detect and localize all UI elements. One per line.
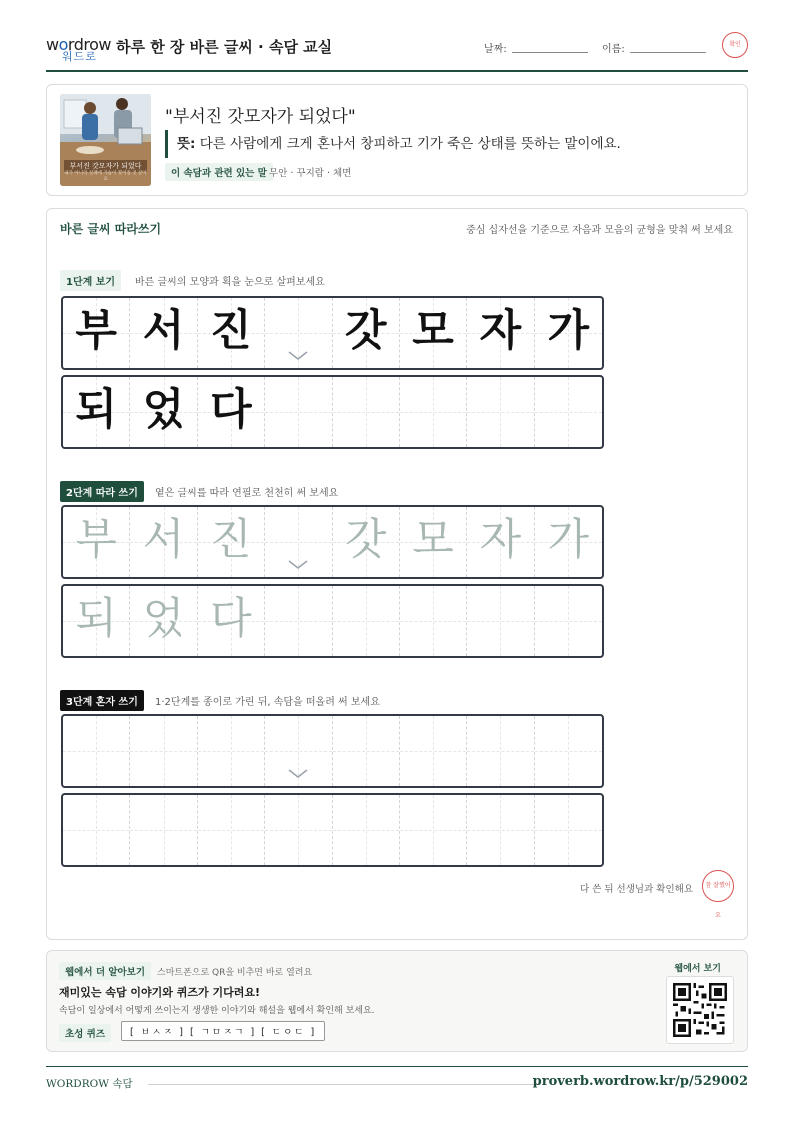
- writing-cell: [130, 377, 197, 447]
- writing-cell: [265, 298, 332, 368]
- confirm-stamp-icon: 확인: [722, 32, 748, 58]
- writing-cell[interactable]: [130, 795, 197, 865]
- writing-cell: [535, 377, 602, 447]
- wordrow-logo: wordrow: [46, 35, 111, 54]
- qr-label: 웹에서 보기: [674, 964, 721, 974]
- writing-cell: [400, 298, 467, 368]
- writing-glyph: 었: [142, 385, 185, 435]
- writing-cell[interactable]: [333, 507, 400, 577]
- writing-cell[interactable]: [265, 716, 332, 786]
- writing-cell: [63, 298, 130, 368]
- writing-glyph: 다: [210, 594, 252, 644]
- web-more-box: [46, 950, 748, 1052]
- writing-cell[interactable]: [467, 795, 534, 865]
- writing-cell: [265, 377, 332, 447]
- writing-cell[interactable]: [535, 586, 602, 656]
- step1-badge: 1단계 보기: [60, 270, 121, 291]
- writing-glyph: 가: [547, 515, 590, 565]
- writing-glyph: 갓: [344, 515, 387, 565]
- writing-cell[interactable]: [400, 507, 467, 577]
- writing-cell: [130, 298, 197, 368]
- well-done-stamp-icon: 참 잘했어요: [702, 870, 734, 902]
- writing-cell[interactable]: [198, 716, 265, 786]
- writing-cell[interactable]: [333, 586, 400, 656]
- meaning-text: 다른 사람에게 크게 혼나서 창피하고 기가 죽은 상태를 뜻하는 말이에요.: [199, 136, 621, 152]
- writing-glyph: 자: [479, 306, 522, 356]
- writing-cell[interactable]: [130, 586, 197, 656]
- writing-cell[interactable]: [467, 716, 534, 786]
- writing-cell[interactable]: [400, 795, 467, 865]
- teacher-check-text: 다 쓴 뒤 선생님과 확인해요: [579, 884, 693, 895]
- footer-rule: [148, 1084, 538, 1085]
- writing-cell[interactable]: [333, 795, 400, 865]
- writing-cell[interactable]: [63, 795, 130, 865]
- writing-cell: [63, 377, 130, 447]
- step2-badge: 2단계 따라 쓰기: [60, 481, 144, 502]
- writing-cell[interactable]: [535, 795, 602, 865]
- proverb-illustration: [60, 94, 151, 186]
- writing-cell[interactable]: [63, 507, 130, 577]
- writing-cell: [467, 377, 534, 447]
- writing-cell[interactable]: [130, 716, 197, 786]
- writing-cell: [198, 298, 265, 368]
- writing-glyph: 진: [210, 306, 252, 356]
- page-title: 하루 한 장 바른 글씨 · 속담 교실: [116, 38, 333, 56]
- writing-cell[interactable]: [63, 716, 130, 786]
- illustration-caption: 부서진 갓모자가 되었다: [64, 160, 147, 172]
- practice-title: 바른 글씨 따라쓰기: [60, 222, 162, 236]
- step2-row-2[interactable]: [61, 584, 604, 658]
- step3-row-1[interactable]: [61, 714, 604, 788]
- name-label: 이름:: [602, 44, 625, 55]
- writing-cell[interactable]: [467, 586, 534, 656]
- writing-cell[interactable]: [130, 507, 197, 577]
- writing-cell[interactable]: [198, 795, 265, 865]
- writing-cell[interactable]: [265, 795, 332, 865]
- date-field[interactable]: [512, 52, 588, 53]
- step2-description: 옅은 글씨를 따라 연필로 천천히 써 보세요: [155, 488, 339, 499]
- step2-row-1[interactable]: [61, 505, 604, 579]
- writing-glyph: 서: [142, 515, 185, 565]
- writing-cell[interactable]: [265, 586, 332, 656]
- web-more-badge: 웹에서 더 알아보기: [59, 962, 151, 980]
- writing-glyph: 되: [75, 385, 117, 435]
- writing-glyph: 자: [479, 515, 522, 565]
- related-words: 무안 · 꾸지람 · 체면: [269, 168, 352, 179]
- writing-cell[interactable]: [467, 507, 534, 577]
- step3-description: 1·2단계를 종이로 가린 뒤, 속담을 떠올려 써 보세요: [155, 697, 380, 708]
- web-headline: 재미있는 속담 이야기와 퀴즈가 기다려요!: [59, 986, 260, 999]
- writing-cell: [333, 377, 400, 447]
- related-words-badge: 이 속담과 관련 있는 말: [165, 163, 273, 181]
- writing-glyph: 모: [412, 515, 454, 565]
- page-header: [46, 30, 748, 72]
- writing-cell: [535, 298, 602, 368]
- writing-glyph: 가: [547, 306, 590, 356]
- writing-glyph: 다: [210, 385, 252, 435]
- writing-cell[interactable]: [535, 507, 602, 577]
- initial-quiz-badge: 초성 퀴즈: [59, 1024, 111, 1042]
- writing-glyph: 부: [75, 306, 117, 356]
- writing-glyph: 갓: [344, 306, 387, 356]
- footer-divider: [46, 1066, 748, 1067]
- date-label: 날짜:: [484, 44, 507, 55]
- space-marker-icon: [288, 560, 308, 570]
- writing-cell[interactable]: [400, 716, 467, 786]
- writing-glyph: 었: [142, 594, 185, 644]
- step3-row-2[interactable]: [61, 793, 604, 867]
- qr-code[interactable]: [666, 976, 734, 1044]
- writing-cell[interactable]: [400, 586, 467, 656]
- writing-cell[interactable]: [63, 586, 130, 656]
- writing-glyph: 모: [412, 306, 454, 356]
- writing-cell[interactable]: [333, 716, 400, 786]
- step1-description: 바른 글씨의 모양과 획을 눈으로 살펴보세요: [135, 277, 325, 288]
- step3-badge: 3단계 혼자 쓰기: [60, 690, 144, 711]
- step1-row-2: [61, 375, 604, 449]
- writing-cell: [400, 377, 467, 447]
- step1-row-1: [61, 296, 604, 370]
- writing-cell[interactable]: [265, 507, 332, 577]
- proverb-text: "부서진 갓모자가 되었다": [165, 107, 356, 127]
- writing-cell[interactable]: [198, 507, 265, 577]
- writing-cell[interactable]: [198, 586, 265, 656]
- name-field[interactable]: [630, 52, 706, 53]
- writing-cell: [198, 377, 265, 447]
- footer-brand: WORDROW 속담: [46, 1078, 133, 1090]
- writing-glyph: 부: [75, 515, 117, 565]
- writing-glyph: 되: [75, 594, 117, 644]
- meaning-label: 뜻:: [177, 136, 196, 152]
- illustration-subcaption: 내가 아니라 실패에 가슴이 찢어질 것 같아요: [64, 171, 147, 182]
- writing-glyph: 진: [210, 515, 252, 565]
- qr-code-icon: [673, 983, 727, 1037]
- writing-practice-panel: [46, 208, 748, 940]
- proverb-card: [46, 84, 748, 196]
- writing-glyph: 서: [142, 306, 185, 356]
- space-marker-icon: [288, 351, 308, 361]
- footer-url-link[interactable]: proverb.wordrow.kr/p/529002: [532, 1074, 748, 1089]
- web-subtext: 속담이 일상에서 어떻게 쓰이는지 생생한 이야기와 해설을 웹에서 확인해 보세요.: [59, 1006, 375, 1016]
- writing-cell: [333, 298, 400, 368]
- initial-quiz-hint: [ ㅂㅅㅈ ] [ ㄱㅁㅈㄱ ] [ ㄷㅇㄷ ]: [121, 1021, 325, 1041]
- proverb-meaning: [165, 130, 621, 158]
- practice-hint: 중심 십자선을 기준으로 자음과 모음의 균형을 맞춰 써 보세요: [466, 225, 733, 236]
- writing-cell[interactable]: [535, 716, 602, 786]
- wordrow-logo-korean: 워드로: [62, 50, 97, 63]
- writing-cell: [467, 298, 534, 368]
- space-marker-icon: [288, 769, 308, 779]
- qr-instruction: 스마트폰으로 QR을 비추면 바로 열려요: [157, 968, 313, 978]
